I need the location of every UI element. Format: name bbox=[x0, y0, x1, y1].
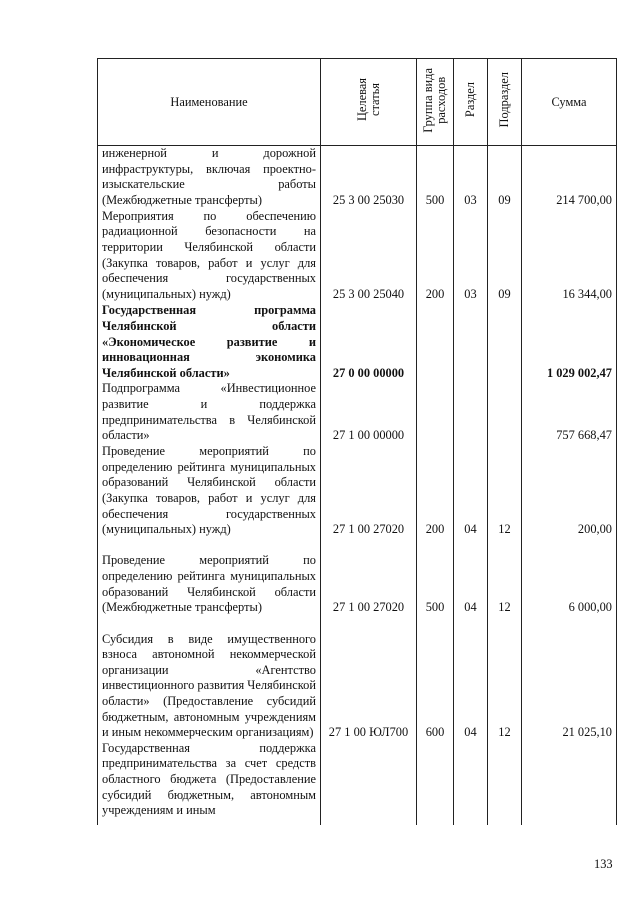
row-amount: 6 000,00 bbox=[522, 538, 617, 616]
row-code: 27 1 00 27020 bbox=[321, 538, 417, 616]
row-section bbox=[454, 741, 488, 825]
header-subsection: Подраздел bbox=[488, 59, 522, 146]
row-subsection: 09 bbox=[488, 208, 522, 302]
row-amount bbox=[522, 741, 617, 825]
table-row bbox=[98, 146, 617, 209]
row-subsection: 12 bbox=[488, 538, 522, 616]
table-row bbox=[98, 616, 617, 741]
row-amount: 16 344,00 bbox=[522, 208, 617, 302]
table-row bbox=[98, 381, 617, 443]
row-code bbox=[321, 741, 417, 825]
header-name: Наименование bbox=[98, 59, 321, 146]
page-number: 133 bbox=[594, 857, 613, 871]
budget-table bbox=[97, 58, 617, 825]
row-section bbox=[454, 302, 488, 381]
header-group: Группа вида расходов bbox=[417, 59, 454, 146]
row-group: 600 bbox=[417, 616, 454, 741]
header-amount: Сумма bbox=[522, 59, 617, 146]
row-amount: 200,00 bbox=[522, 444, 617, 538]
row-section: 03 bbox=[454, 208, 488, 302]
row-subsection: 09 bbox=[488, 146, 522, 209]
table-row bbox=[98, 741, 617, 825]
row-subsection bbox=[488, 381, 522, 443]
row-group: 500 bbox=[417, 146, 454, 209]
row-amount: 21 025,10 bbox=[522, 616, 617, 741]
row-section: 04 bbox=[454, 538, 488, 616]
row-group bbox=[417, 741, 454, 825]
table-row bbox=[98, 538, 617, 616]
table-row bbox=[98, 444, 617, 538]
row-group: 200 bbox=[417, 444, 454, 538]
row-group bbox=[417, 381, 454, 443]
row-group bbox=[417, 302, 454, 381]
row-code: 27 0 00 00000 bbox=[321, 302, 417, 381]
row-name: Субсидия в виде имущественного взноса автономной некоммерческой организации «Агентство инвестиционного развития Челябинской области» (Предоставление субсидий бюджетным, автономным учреждениям и иным некоммерческим организациям) bbox=[98, 616, 321, 741]
table-row bbox=[98, 302, 617, 381]
header-section: Раздел bbox=[454, 59, 488, 146]
row-code: 25 3 00 25040 bbox=[321, 208, 417, 302]
row-subsection: 12 bbox=[488, 444, 522, 538]
row-name: Подпрограмма «Инвестиционное развитие и поддержка предпринимательства в Челябинской области» bbox=[98, 381, 321, 443]
row-amount: 214 700,00 bbox=[522, 146, 617, 209]
row-subsection bbox=[488, 741, 522, 825]
row-code: 27 1 00 00000 bbox=[321, 381, 417, 443]
row-name: Мероприятия по обеспечению радиационной безопасности на территории Челябинской области (Закупка товаров, работ и услуг для обеспечения государственных (муниципальных) нужд) bbox=[98, 208, 321, 302]
row-amount: 1 029 002,47 bbox=[522, 302, 617, 381]
row-group: 500 bbox=[417, 538, 454, 616]
row-name: Государственная поддержка предпринимательства за счет средств областного бюджета (Предоставление субсидий бюджетным, автономным учреждениям и иным bbox=[98, 741, 321, 825]
row-section: 04 bbox=[454, 444, 488, 538]
row-subsection: 12 bbox=[488, 616, 522, 741]
table-header-row bbox=[98, 59, 617, 146]
row-code: 25 3 00 25030 bbox=[321, 146, 417, 209]
row-group: 200 bbox=[417, 208, 454, 302]
row-name: Государственная программа Челябинской области «Экономическое развитие и инновационная экономика Челябинской области» bbox=[98, 302, 321, 381]
row-name: инженерной и дорожной инфраструктуры, включая проектно-изыскательские работы (Межбюджетные трансферты) bbox=[98, 146, 321, 209]
row-name: Проведение мероприятий по определению рейтинга муниципальных образований Челябинской области (Закупка товаров, работ и услуг для обеспечения государственных (муниципальных) нужд) bbox=[98, 444, 321, 538]
row-subsection bbox=[488, 302, 522, 381]
row-code: 27 1 00 ЮЛ700 bbox=[321, 616, 417, 741]
row-section bbox=[454, 381, 488, 443]
header-code: Целевая статья bbox=[321, 59, 417, 146]
table-row bbox=[98, 208, 617, 302]
row-section: 03 bbox=[454, 146, 488, 209]
row-amount: 757 668,47 bbox=[522, 381, 617, 443]
row-code: 27 1 00 27020 bbox=[321, 444, 417, 538]
row-name: Проведение мероприятий по определению рейтинга муниципальных образований Челябинской области (Межбюджетные трансферты) bbox=[98, 538, 321, 616]
row-section: 04 bbox=[454, 616, 488, 741]
